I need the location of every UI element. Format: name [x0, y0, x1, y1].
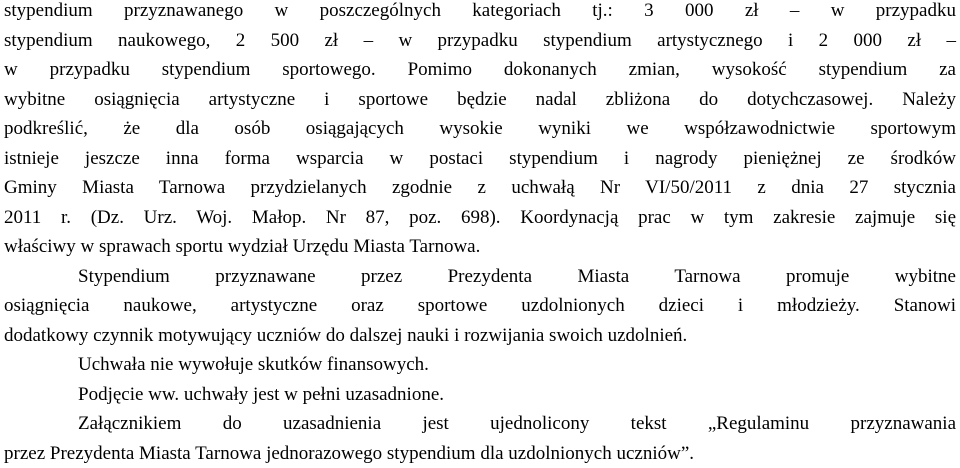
text-line: przez Prezydenta Miasta Tarnowa jednorazowego stypendium dla uzdolnionych uczniów”. [4, 439, 956, 468]
text-line: stypendium naukowego, 2 500 zł – w przypadku stypendium artystycznego i 2 000 zł – [4, 26, 956, 56]
paragraph-start-line: Załącznikiem do uzasadnienia jest ujednolicony tekst „Regulaminu przyznawania [4, 409, 956, 439]
paragraph-start-line: Uchwała nie wywołuje skutków finansowych. [4, 350, 956, 380]
text-line: osiągnięcia naukowe, artystyczne oraz sportowe uzdolnionych dzieci i młodzieży. Stanowi [4, 291, 956, 321]
paragraph-start-line: Podjęcie ww. uchwały jest w pełni uzasadnione. [4, 380, 956, 410]
text-line: Gminy Miasta Tarnowa przydzielanych zgodnie z uchwałą Nr VI/50/2011 z dnia 27 stycznia [4, 173, 956, 203]
text-line: dodatkowy czynnik motywujący uczniów do dalszej nauki i rozwijania swoich uzdolnień. [4, 321, 956, 351]
document-body [4, 0, 956, 468]
text-line: 2011 r. (Dz. Urz. Woj. Małop. Nr 87, poz. 698). Koordynacją prac w tym zakresie zajmuje się [4, 203, 956, 233]
text-line: w przypadku stypendium sportowego. Pomimo dokonanych zmian, wysokość stypendium za [4, 55, 956, 85]
text-line: istnieje jeszcze inna forma wsparcia w postaci stypendium i nagrody pieniężnej ze środków [4, 144, 956, 174]
text-line: wybitne osiągnięcia artystyczne i sportowe będzie nadal zbliżona do dotychczasowej. Należy [4, 85, 956, 115]
text-line: podkreślić, że dla osób osiągających wysokie wyniki we współzawodnictwie sportowym [4, 114, 956, 144]
paragraph-start-line: Stypendium przyznawane przez Prezydenta Miasta Tarnowa promuje wybitne [4, 262, 956, 292]
text-line: stypendium przyznawanego w poszczególnych kategoriach tj.: 3 000 zł – w przypadku [4, 0, 956, 26]
text-line: właściwy w sprawach sportu wydział Urzędu Miasta Tarnowa. [4, 232, 956, 262]
